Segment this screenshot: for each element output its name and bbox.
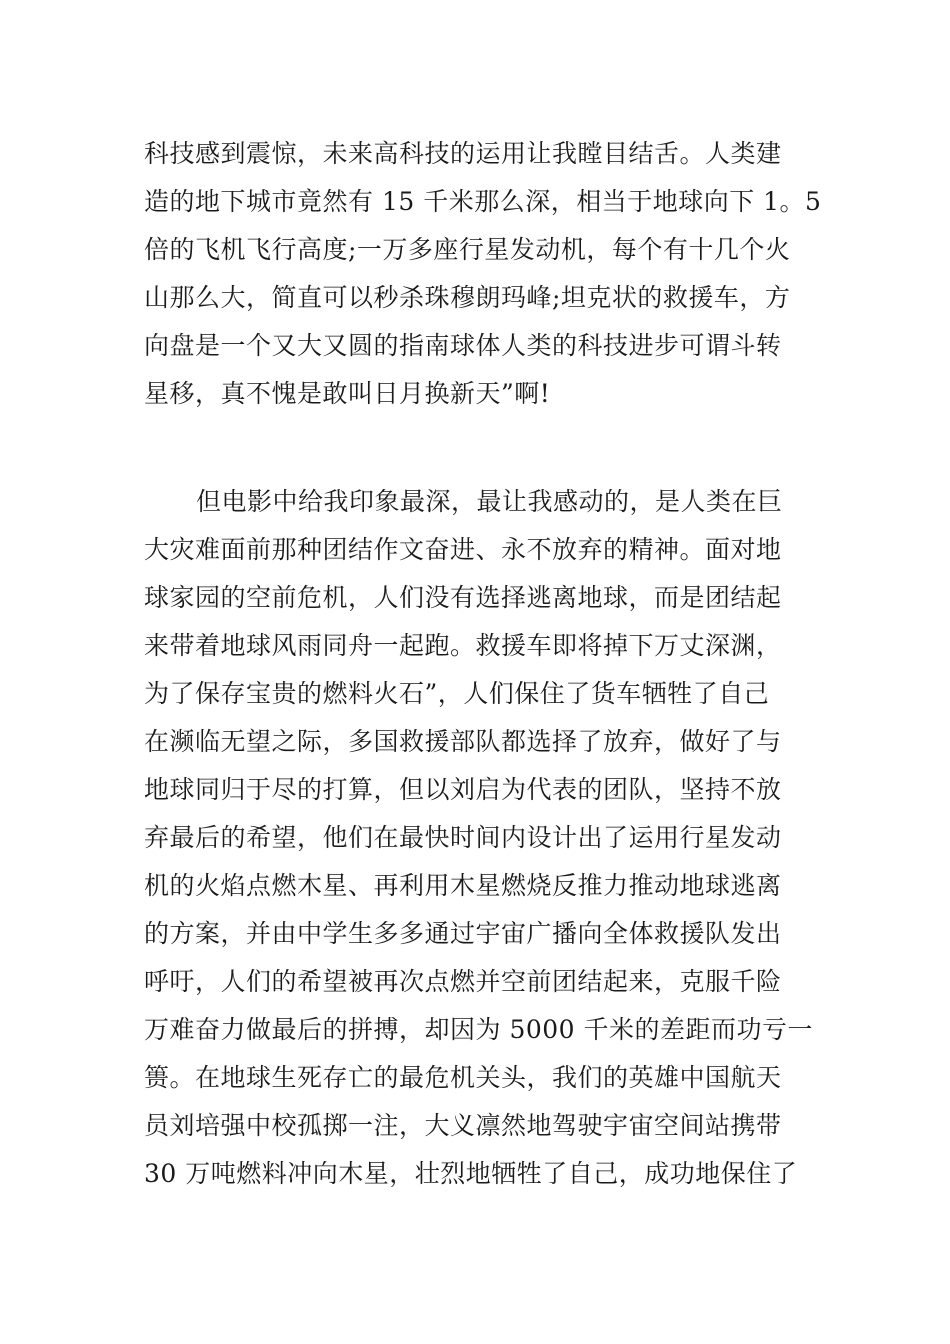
text-line: 地球同归于尽的打算，但以刘启为代表的团队，坚持不放 <box>144 775 782 804</box>
text-line: 30 万吨燃料冲向木星，壮烈地牺牲了自己，成功地保住了 <box>144 1159 798 1188</box>
text-line: 篑。在地球生死存亡的最危机关头，我们的英雄中国航天 <box>144 1063 782 1092</box>
text-line: 为了保存宝贵的燃料火石”，人们保住了货车牺牲了自己 <box>144 679 770 708</box>
text-line: 倍的飞机飞行高度;一万多座行星发动机，每个有十几个火 <box>144 235 791 264</box>
text-line: 弃最后的希望，他们在最快时间内设计出了运用行星发动 <box>144 823 782 852</box>
text-line: 球家园的空前危机，人们没有选择逃离地球，而是团结起 <box>144 583 782 612</box>
text-line: 科技感到震惊，未来高科技的运用让我瞠目结舌。人类建 <box>144 139 782 168</box>
text-line: 万难奋力做最后的拼搏，却因为 5000 千米的差距而功亏一 <box>144 1015 814 1044</box>
text-line: 呼吁，人们的希望被再次点燃并空前团结起来，克服千险 <box>144 967 782 996</box>
text-line: 但电影中给我印象最深，最让我感动的，是人类在巨 <box>196 487 783 516</box>
paragraph-1 <box>144 130 824 418</box>
text-line: 机的火焰点燃木星、再利用木星燃烧反推力推动地球逃离 <box>144 871 782 900</box>
paragraph-2 <box>144 478 824 1198</box>
text-line: 星移，真不愧是敢叫日月换新天”啊! <box>144 379 551 408</box>
text-line: 山那么大，简直可以秒杀珠穆朗玛峰;坦克状的救援车，方 <box>144 283 791 312</box>
text-line: 的方案，并由中学生多多通过宇宙广播向全体救援队发出 <box>144 919 782 948</box>
text-line: 来带着地球风雨同舟一起跑。救援车即将掉下万丈深渊， <box>144 631 782 660</box>
text-line: 在濒临无望之际，多国救援部队都选择了放弃，做好了与 <box>144 727 782 756</box>
text-line: 向盘是一个又大又圆的指南球体人类的科技进步可谓斗转 <box>144 331 782 360</box>
text-line: 造的地下城市竟然有 15 千米那么深，相当于地球向下 1。5 <box>144 187 822 216</box>
text-line: 大灾难面前那种团结作文奋进、永不放弃的精神。面对地 <box>144 535 782 564</box>
text-line: 员刘培强中校孤掷一注，大义凛然地驾驶宇宙空间站携带 <box>144 1111 782 1140</box>
